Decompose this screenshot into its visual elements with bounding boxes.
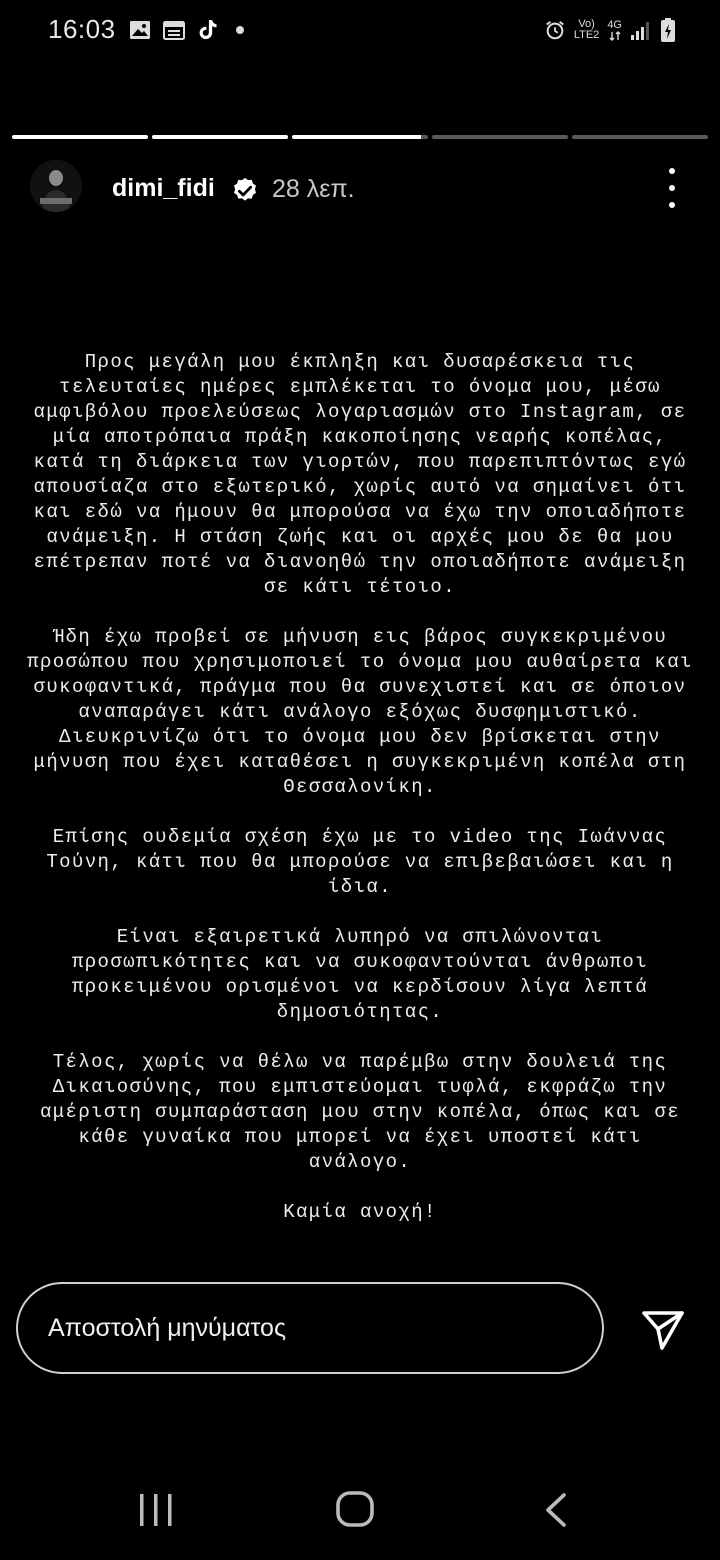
story-text-line: τελευταίες ημέρες εμπλέκεται το όνομα μου, μέσω: [59, 376, 661, 398]
story-text-line: κατά τη διάρκεια των γιορτών, που παρεπιπτόντως εγώ: [33, 451, 687, 473]
story-text-line: μία αποτρόπαια πράξη κακοποίησης νεαρής κοπέλας,: [52, 426, 668, 448]
story-text-line: μήνυση που έχει καταθέσει η συγκεκριμένη κοπέλα στη: [33, 751, 687, 773]
story-progress-bar: [12, 135, 708, 139]
send-button[interactable]: [636, 1302, 690, 1356]
story-text-line: απουσίαζα στο εξωτερικό, χωρίς αυτό να σημαίνει ότι: [33, 476, 687, 498]
story-text-line: ανάμειξη. Η στάση ζωής και οι αρχές μου δε θα μου: [46, 526, 674, 548]
story-text-line: Καμία ανοχή!: [283, 1201, 437, 1223]
story-text-line: συκοφαντικά, πράγμα που θα συνεχιστεί και σε όποιον: [33, 676, 687, 698]
more-dot: [669, 168, 675, 174]
avatar[interactable]: [30, 160, 82, 212]
story-text-line: προκειμένου ορισμένοι να κερδίσουν λίγα λεπτά: [71, 976, 649, 998]
story-text-line: Τούνη, κάτι που θα μπορούσε να επιβεβαιώσει και η: [46, 851, 674, 873]
signal-icon: [630, 19, 652, 41]
story-text-line: αμέριστη συμπαράσταση μου στην κοπέλα, όπως και σε: [39, 1101, 681, 1123]
story-header: [0, 158, 720, 218]
more-dot: [669, 185, 675, 191]
paragraph-spacer: [10, 1025, 710, 1050]
verified-badge-icon: [230, 176, 260, 206]
notification-dot: [236, 26, 244, 34]
story-text-line: Δικαιοσύνης, που εμπιστεύομαι τυφλά, εκφράζω την: [52, 1076, 668, 1098]
story-text-line: Είναι εξαιρετικά λυπηρό να σπιλώνονται: [116, 926, 604, 948]
data-arrows-icon: [609, 31, 621, 41]
progress-fill: [292, 135, 421, 139]
battery-charging-icon: [660, 17, 676, 43]
reply-message-input[interactable]: [16, 1282, 604, 1374]
story-text-line: Προς μεγάλη μου έκπληξη και δυσαρέσκεια τις: [84, 351, 636, 373]
tiktok-icon: [196, 18, 220, 42]
home-button[interactable]: [334, 1490, 378, 1530]
story-text-line: προσώπου που χρησιμοποιεί το όνομα μου αυθαίρετα και: [27, 651, 693, 673]
more-dot: [669, 202, 675, 208]
story-text-line: Επίσης ουδεμία σχέση έχω με το video της Ιωάννας: [52, 826, 668, 848]
story-text-body: [10, 350, 710, 1225]
story-text-line: δημοσιότητας.: [276, 1001, 444, 1023]
story-text-line: αναπαράγει κάτι ανάλογο εξόχως δυσφημιστικό.: [78, 701, 642, 723]
story-text-line: Διευκρινίζω ότι το όνομα μου δεν βρίσκεται στην: [59, 726, 661, 748]
data-indicator: [607, 20, 622, 41]
story-text-line: Τέλος, χωρίς να θέλω να παρέμβω στην δουλειά της: [52, 1051, 668, 1073]
story-text-line: σε κάτι τέτοιο.: [263, 576, 457, 598]
progress-fill: [152, 135, 288, 139]
volte-label: Vo): [578, 18, 595, 30]
post-time: 28 λεπ.: [272, 175, 355, 203]
network-indicator: [574, 19, 599, 41]
paragraph-spacer: [10, 600, 710, 625]
progress-segment: [292, 135, 428, 139]
more-options-button[interactable]: [656, 168, 688, 208]
gallery-icon: [128, 18, 152, 42]
story-text-line: προσωπικότητες και να συκοφαντούνται άνθρωποι: [71, 951, 649, 973]
progress-segment: [432, 135, 568, 139]
progress-fill: [12, 135, 148, 139]
progress-segment: [12, 135, 148, 139]
story-text-line: και εδώ να ήμουν θα μπορούσα να έχω την οποιαδήποτε: [33, 501, 687, 523]
lte-label: LTE2: [573, 29, 600, 41]
status-system-icons: [544, 15, 676, 45]
back-button[interactable]: [540, 1492, 572, 1528]
status-bar: [0, 0, 720, 60]
calendar-icon: [162, 18, 186, 42]
story-text-line: ανάλογο.: [308, 1151, 412, 1173]
story-text-line: επέτρεπαν ποτέ να διανοηθώ την οποιαδήποτε ανάμειξη: [33, 551, 687, 573]
network-type-label: 4G: [607, 18, 622, 31]
status-notification-icons: [128, 18, 244, 42]
story-text-line: ίδια.: [327, 876, 392, 898]
progress-segment: [152, 135, 288, 139]
story-text-line: Θεσσαλονίκη.: [283, 776, 437, 798]
alarm-icon: [544, 19, 566, 41]
recents-button[interactable]: [136, 1492, 176, 1528]
status-time: 16:03: [48, 14, 116, 44]
paragraph-spacer: [10, 1175, 710, 1200]
username[interactable]: dimi_fidi: [112, 174, 215, 202]
paragraph-spacer: [10, 800, 710, 825]
progress-segment: [572, 135, 708, 139]
story-text-line: Ήδη έχω προβεί σε μήνυση εις βάρος συγκεκριμένου: [52, 626, 668, 648]
avatar-image: [30, 160, 82, 212]
story-text-line: αμφιβόλου προελεύσεως λογαριασμών στο Instagram, σε: [33, 401, 687, 423]
system-navigation-bar: [0, 1460, 720, 1560]
story-text-line: κάθε γυναίκα που μπορεί να έχει υποστεί κάτι: [78, 1126, 642, 1148]
send-icon: [638, 1304, 688, 1354]
paragraph-spacer: [10, 900, 710, 925]
